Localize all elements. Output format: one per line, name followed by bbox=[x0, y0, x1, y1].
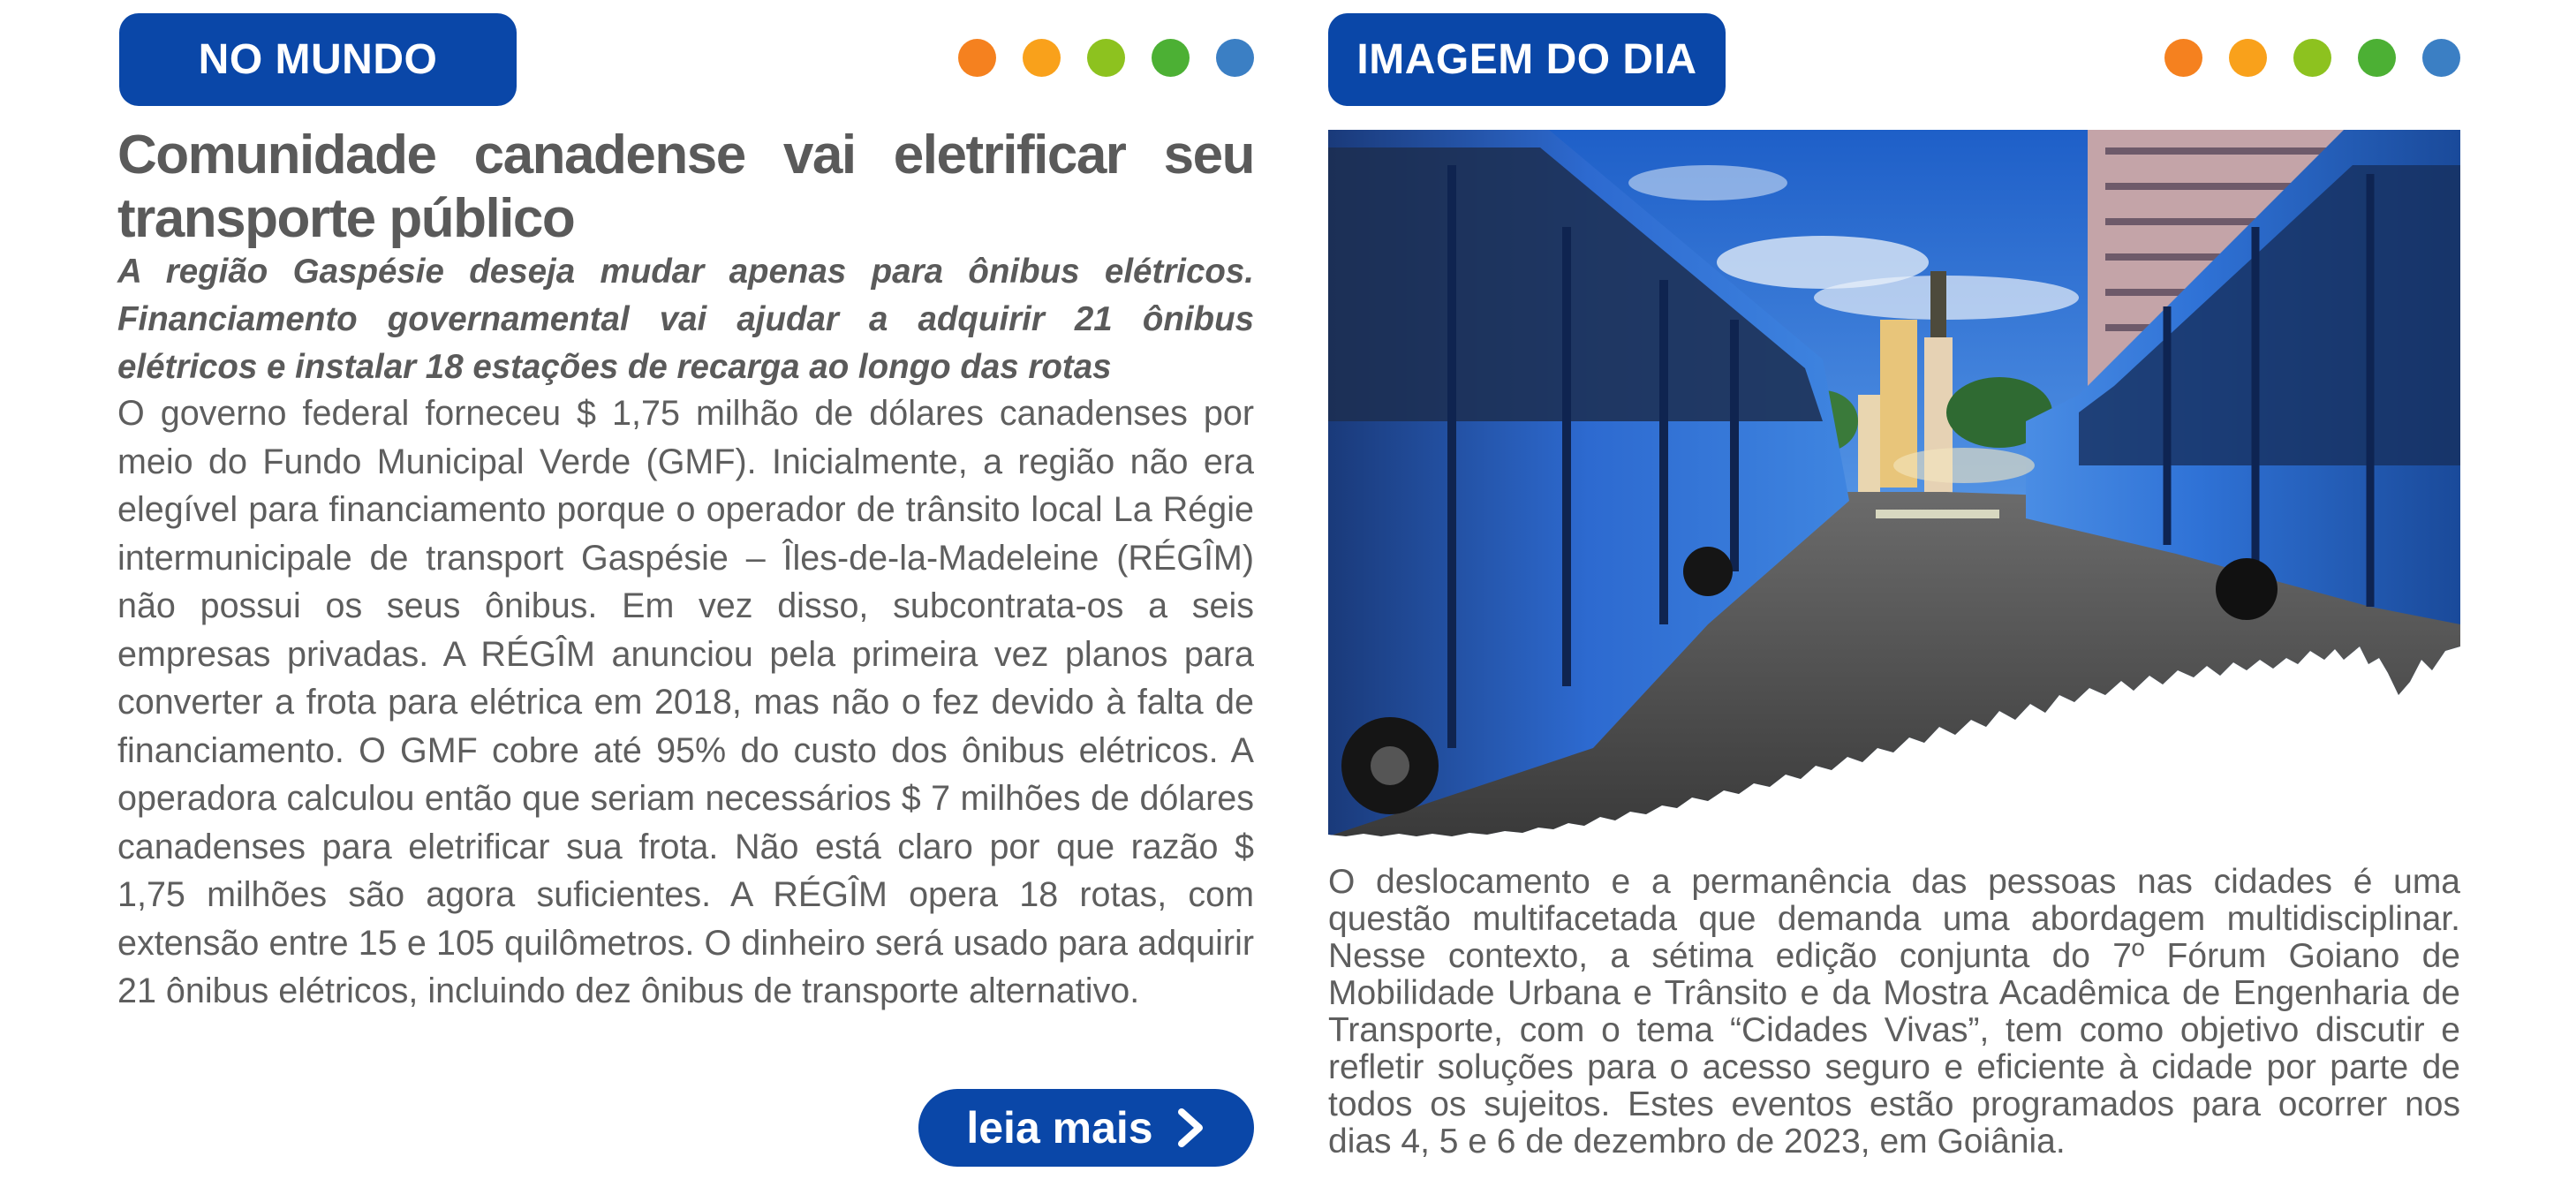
decorative-dots bbox=[2164, 39, 2460, 78]
section-tag-imagem-do-dia: IMAGEM DO DIA bbox=[1328, 13, 1726, 106]
green-dot-icon bbox=[1152, 39, 1190, 77]
amber-dot-icon bbox=[2229, 39, 2267, 77]
article-headline: Comunidade canadense vai eletrificar seu transporte público bbox=[117, 125, 1254, 249]
orange-dot-icon bbox=[2164, 39, 2202, 77]
article-body: O governo federal forneceu $ 1,75 milhão de dólares canadenses por meio do Fundo Municipal Verde (GMF). Inicialmente, a região não era elegível para financiamento porque o operador de trânsito local La Régie intermunicipale de transport Gaspésie – Îles-de-la-Madeleine (RÉGÎM) não possui os seus ônibus. Em vez disso, subcontrata-os a seis empresas privadas. A RÉGÎM anunciou pela primeira vez planos para converter a frota para elétrica em 2018, mas não o fez devido à falta de financiamento. O GMF cobre até 95% do custo dos ônibus elétricos. A operadora calculou então que seriam necessários $ 7 milhões de dólares canadenses para eletrificar sua frota. Não está claro por que razão $ 1,75 milhões são agora suficientes. A RÉGÎM opera 18 rotas, com extensão entre 15 e 105 quilômetros. O dinheiro será usado para adquirir 21 ônibus elétricos, incluindo dez ônibus de transporte alternativo. bbox=[117, 394, 1254, 1010]
bus-station-photo bbox=[1328, 130, 2460, 836]
blue-dot-icon bbox=[2422, 39, 2460, 77]
amber-dot-icon bbox=[1023, 39, 1061, 77]
blue-dot-icon bbox=[1216, 39, 1254, 77]
chevron-right-icon bbox=[1176, 1108, 1206, 1148]
orange-dot-icon bbox=[958, 39, 996, 77]
lime-dot-icon bbox=[1087, 39, 1125, 77]
read-more-button[interactable] bbox=[918, 1089, 1254, 1167]
green-dot-icon bbox=[2358, 39, 2396, 77]
section-tag-no-mundo: NO MUNDO bbox=[119, 13, 517, 106]
lime-dot-icon bbox=[2293, 39, 2331, 77]
article-subheadline: A região Gaspésie deseja mudar apenas para ônibus elétricos. Financiamento governamental vai ajudar a adquirir 21 ônibus elétricos e instalar 18 estações de recarga ao longo das rotas bbox=[117, 253, 1254, 386]
decorative-dots bbox=[958, 39, 1254, 78]
image-caption: O deslocamento e a permanência das pessoas nas cidades é uma questão multifacetada que demanda uma abordagem multidisciplinar. Nesse contexto, a sétima edição conjunta do 7º Fórum Goiano de Mobilidade Urbana e Trânsito e da Mostra Acadêmica de Engenharia de Transporte, com o tema “Cidades Vivas”, tem como objetivo discutir e refletir soluções para o acesso seguro e eficiente à cidade por parte de todos os sujeitos. Estes eventos estão programados para ocorrer nos dias 4, 5 e 6 de dezembro de 2023, em Goiânia. bbox=[1328, 863, 2460, 1160]
read-more-label: leia mais bbox=[966, 1103, 1153, 1153]
